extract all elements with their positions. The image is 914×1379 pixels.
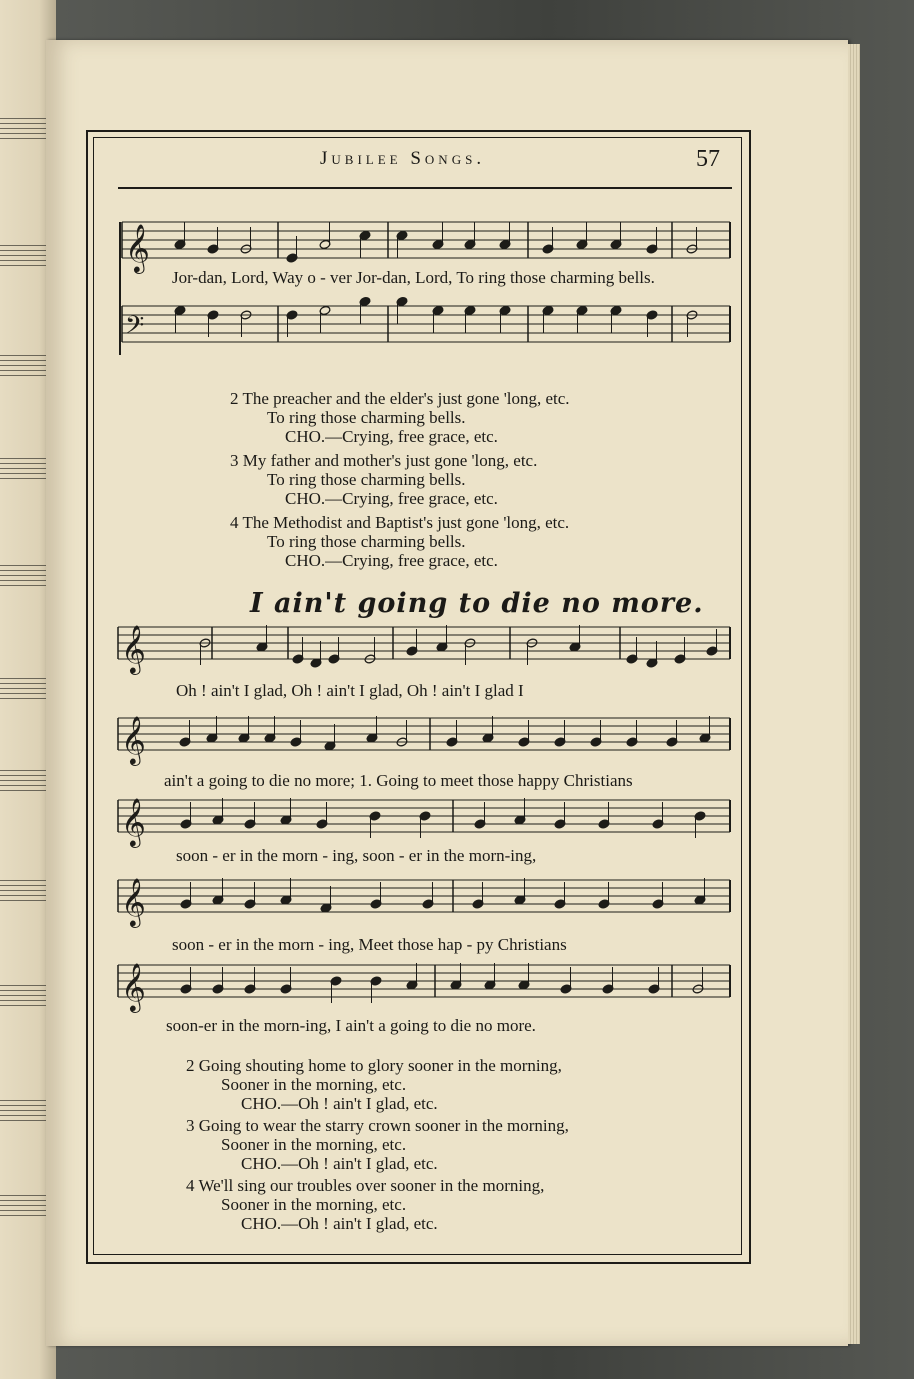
song-two-verse-3: 3 Going to wear the starry crown sooner in the morning, Sooner in the morning, etc. CHO.—Oh ! ain't I glad, etc. — [186, 1116, 569, 1173]
treble-clef: 𝄞 — [121, 877, 146, 926]
page-number: 57 — [696, 146, 720, 172]
song-one-verse-2: 2 The preacher and the elder's just gone 'long, etc. To ring those charming bells. CHO.—Crying, free grace, etc. — [230, 389, 570, 446]
song-one-lyric: Jor-dan, Lord, Way o - ver Jor-dan, Lord, To ring those charming bells. — [172, 268, 655, 287]
treble-clef: 𝄞 — [121, 962, 146, 1011]
song-two-lyric-2: ain't a going to die no more; 1. Going to meet those happy Christians — [164, 771, 633, 790]
song-one-verse-4: 4 The Methodist and Baptist's just gone 'long, etc. To ring those charming bells. CHO.—Crying, free grace, etc. — [230, 513, 570, 570]
song-two-verse-2: 2 Going shouting home to glory sooner in the morning, Sooner in the morning, etc. CHO.—Oh ! ain't I glad, etc. — [186, 1056, 562, 1113]
treble-clef: 𝄞 — [121, 715, 146, 764]
treble-clef: 𝄞 — [121, 797, 146, 846]
treble-clef: 𝄞 — [121, 624, 146, 673]
song-two-lyric-3: soon - er in the morn - ing, soon - er in the morn-ing, — [176, 846, 537, 865]
treble-clef: 𝄞 — [125, 223, 150, 272]
song-two-lyric-4: soon - er in the morn - ing, Meet those hap - py Christians — [172, 935, 567, 954]
song-one-verse-3: 3 My father and mother's just gone 'long, etc. To ring those charming bells. CHO.—Crying, free grace, etc. — [230, 451, 538, 508]
song-two-verse-4: 4 We'll sing our troubles over sooner in the morning, Sooner in the morning, etc. CHO.—Oh ! ain't I glad, etc. — [186, 1176, 545, 1233]
song-two-lyric-5: soon-er in the morn-ing, I ain't a going to die no more. — [166, 1016, 536, 1035]
running-title: Jubilee Songs. — [320, 148, 486, 169]
song-two-title: I ain't going to die no more. — [250, 588, 704, 619]
song-two-lyric-1: Oh ! ain't I glad, Oh ! ain't I glad, Oh ! ain't I glad I — [176, 681, 524, 700]
bass-clef: 𝄢 — [125, 311, 145, 346]
